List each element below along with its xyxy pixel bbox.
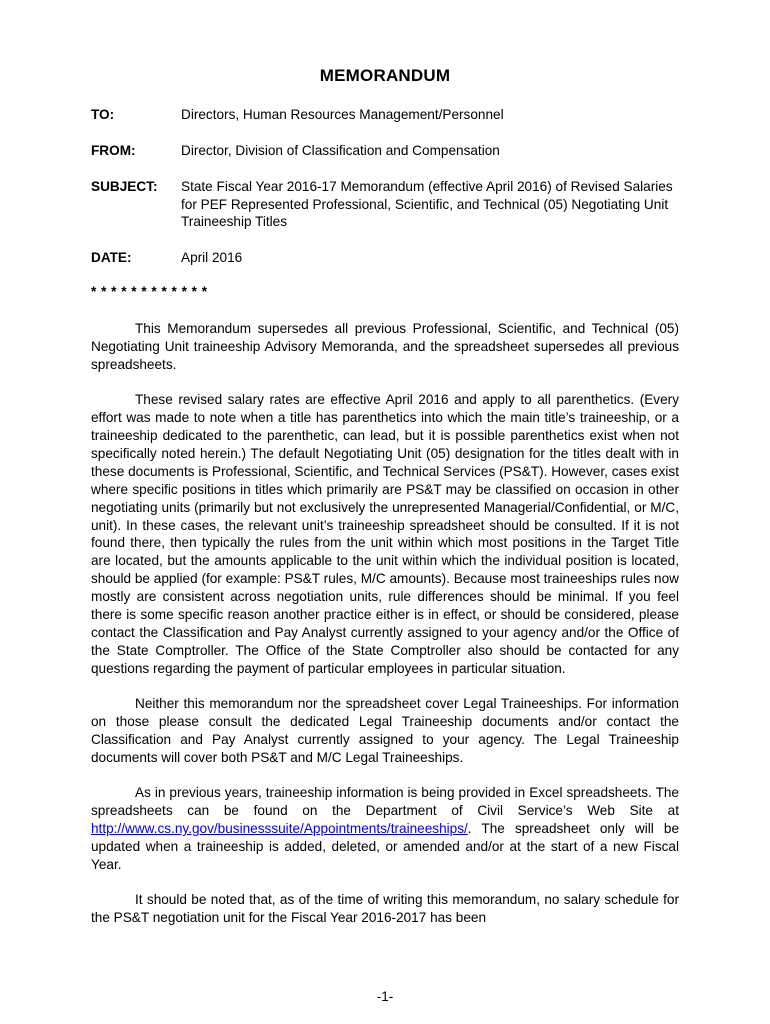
paragraph-1: This Memorandum supersedes all previous Professional, Scientific, and Technical (05) Negotiating Unit traineeship Advisory Memoranda, and the spreadsheet supersedes all previous spreadsheets. — [91, 321, 679, 372]
to-row — [91, 106, 691, 124]
date-row — [91, 249, 691, 267]
memo-body — [91, 320, 679, 945]
paragraph-3: Neither this memorandum nor the spreadsheet cover Legal Traineeships. For information on those please consult the dedicated Legal Traineeship documents and/or contact the Classification and Pay Analyst currently assigned to your agency. The Legal Traineeship documents will cover both PS&T and M/C Legal Traineeships. — [91, 696, 679, 765]
separator-stars: * * * * * * * * * * * * — [91, 284, 208, 299]
paragraph-4 — [91, 784, 679, 874]
from-label: FROM: — [91, 143, 136, 158]
traineeships-link[interactable]: http://www.cs.ny.gov/businesssuite/Appointments/traineeships/ — [91, 821, 468, 837]
to-label: TO: — [91, 107, 115, 122]
to-value: Directors, Human Resources Management/Personnel — [181, 107, 504, 122]
date-label: DATE: — [91, 250, 132, 265]
paragraph-4-text-a: As in previous years, traineeship information is being provided in Excel spreadsheets. The spreadsheets can be found on the Department of Civil Service’s Web Site at — [91, 785, 679, 819]
paragraph-4-text-b: . The spreadsheet only will be updated when a traineeship is added, deleted, or amended and/or at the start of a new Fiscal Year. — [91, 821, 679, 872]
page-title: MEMORANDUM — [319, 66, 451, 85]
paragraph-2: These revised salary rates are effective April 2016 and apply to all parenthetics. (Every effort was made to note when a title has parenthetics into which the main title’s traineeship, or a traineeship dedicated to the parenthetic, can lead, but it is possible parenthetics exist when not specifically noted herein.) The default Negotiating Unit (05) designation for the titles dealt with in these documents is Professional, Scientific, and Technical Services (PS&T). However, cases exist where specific positions in titles which primarily are PS&T may be classified on occasion in other negotiating units (primarily but not exclusively the unrepresented Managerial/Confidential, or M/C, unit). In these cases, the relevant unit’s traineeship spreadsheet should be consulted. If it is not found there, then typically the rules from the unit within which most positions in the Target Title are located, but the amounts applicable to the unit within which the individual position is located, should be applied (for example: PS&T rules, M/C amounts). Because most traineeships rules now mostly are consistent across negotiation units, rule differences should be minimal. If you feel there is some specific reason another practice either is in effect, or should be considered, please contact the Classification and Pay Analyst currently assigned to your agency and/or the Office of the State Comptroller. The Office of the State Comptroller also should be contacted for any questions regarding the payment of particular employees in particular situation. — [91, 392, 679, 676]
subject-row — [91, 178, 691, 231]
from-value: Director, Division of Classification and Compensation — [181, 143, 500, 158]
date-value: April 2016 — [181, 250, 243, 265]
from-row — [91, 142, 691, 160]
paragraph-5: It should be noted that, as of the time of writing this memorandum, no salary schedule for the PS&T negotiation unit for the Fiscal Year 2016-2017 has been — [91, 892, 679, 926]
subject-label: SUBJECT: — [91, 179, 158, 194]
subject-value: State Fiscal Year 2016-17 Memorandum (effective April 2016) of Revised Salaries for PEF Represented Professional, Scientific, and Technical (05) Negotiating Unit Traineeship Titles — [181, 179, 673, 230]
page-number: -1- — [376, 989, 394, 1004]
